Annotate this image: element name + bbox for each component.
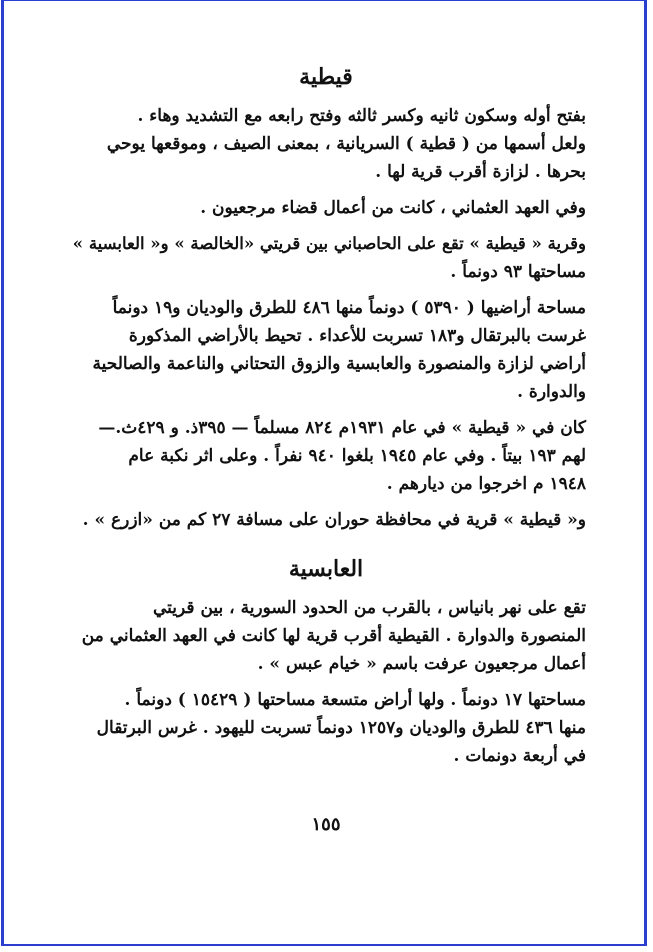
page-number: ١٥٥ — [311, 814, 341, 835]
text-line: أعمال مرجعيون عرفت باسم « خيام عبس » . — [257, 654, 586, 674]
text-line: ولعل أسمها من ( قطية ) السريانية ، بمعنى الصيف ، وموقعها يوحي — [106, 134, 586, 154]
paragraph — [66, 686, 586, 770]
paragraph — [66, 230, 586, 286]
text-line: لهم ١٩٣ بيتاً . وفي عام ١٩٤٥ بلغوا ٩٤٠ نفراً . وعلى اثر نكبة عام — [128, 446, 586, 466]
text-line: مساحتها ٩٣ دونماً . — [450, 262, 586, 282]
text-line: غرست بالبرتقال و١٨٣ تسربت للأعداء . تحيط بالأراضي المذكورة — [128, 326, 586, 346]
text-line: و« قيطية » قرية في محافظة حوران على مسافة ٢٧ كم من «ازرع » . — [82, 510, 586, 530]
section-body-abisiyya — [66, 594, 586, 770]
paragraph — [66, 294, 586, 406]
paragraph — [66, 102, 586, 186]
text-line: المنصورة والدوارة . القيطية أقرب قرية لها كانت في العهد العثماني من — [81, 626, 586, 646]
text-line: تقع على نهر بانياس ، بالقرب من الحدود السورية ، بين قريتي — [153, 598, 586, 618]
text-line: كان في « قيطية » في عام ١٩٣١م ٨٢٤ مسلماً — ٣٩٥ذ. و ٤٢٩ث.— — [98, 418, 586, 438]
paragraph — [66, 594, 586, 678]
section-title-abisiyya: العابسية — [288, 556, 364, 582]
section-title-qaytiyya: قيطية — [299, 64, 353, 90]
text-line: بفتح أوله وسكون ثانيه وكسر ثالثه وفتح رابعه مع التشديد وهاء . — [137, 106, 586, 126]
text-line: ١٩٤٨ م اخرجوا من ديارهم . — [386, 474, 586, 494]
text-line: وفي العهد العثماني ، كانت من أعمال قضاء مرجعيون . — [200, 198, 586, 218]
text-line: منها ٤٣٦ للطرق والوديان و١٢٥٧ دونماً تسربت لليهود . غرس البرتقال — [96, 718, 586, 738]
text-line: مساحتها ١٧ دونماً . ولها أراض متسعة مساحتها ( ١٥٤٢٩ ) دونماً . — [124, 690, 586, 710]
paragraph — [66, 506, 586, 534]
paragraph — [66, 194, 586, 222]
text-line: والدوارة . — [517, 382, 586, 402]
text-line: مساحة أراضيها ( ٥٣٩٠ ) دونماً منها ٤٨٦ للطرق والوديان و١٩ دونماً — [112, 298, 586, 318]
text-line: وقرية « قيطية » تقع على الحاصباني بين قريتي «الخالصة » و« العابسية » — [72, 234, 586, 253]
section-body-qaytiyya — [66, 102, 586, 534]
text-line: بحرها . لزازة أقرب قرية لها . — [375, 162, 586, 182]
text-line: أراضي لزازة والمنصورة والعابسية والزوق التحتاني والناعمة والصالحية — [92, 354, 586, 374]
paragraph — [66, 414, 586, 498]
document-page — [66, 60, 586, 840]
text-line: في أربعة دونمات . — [453, 746, 586, 766]
